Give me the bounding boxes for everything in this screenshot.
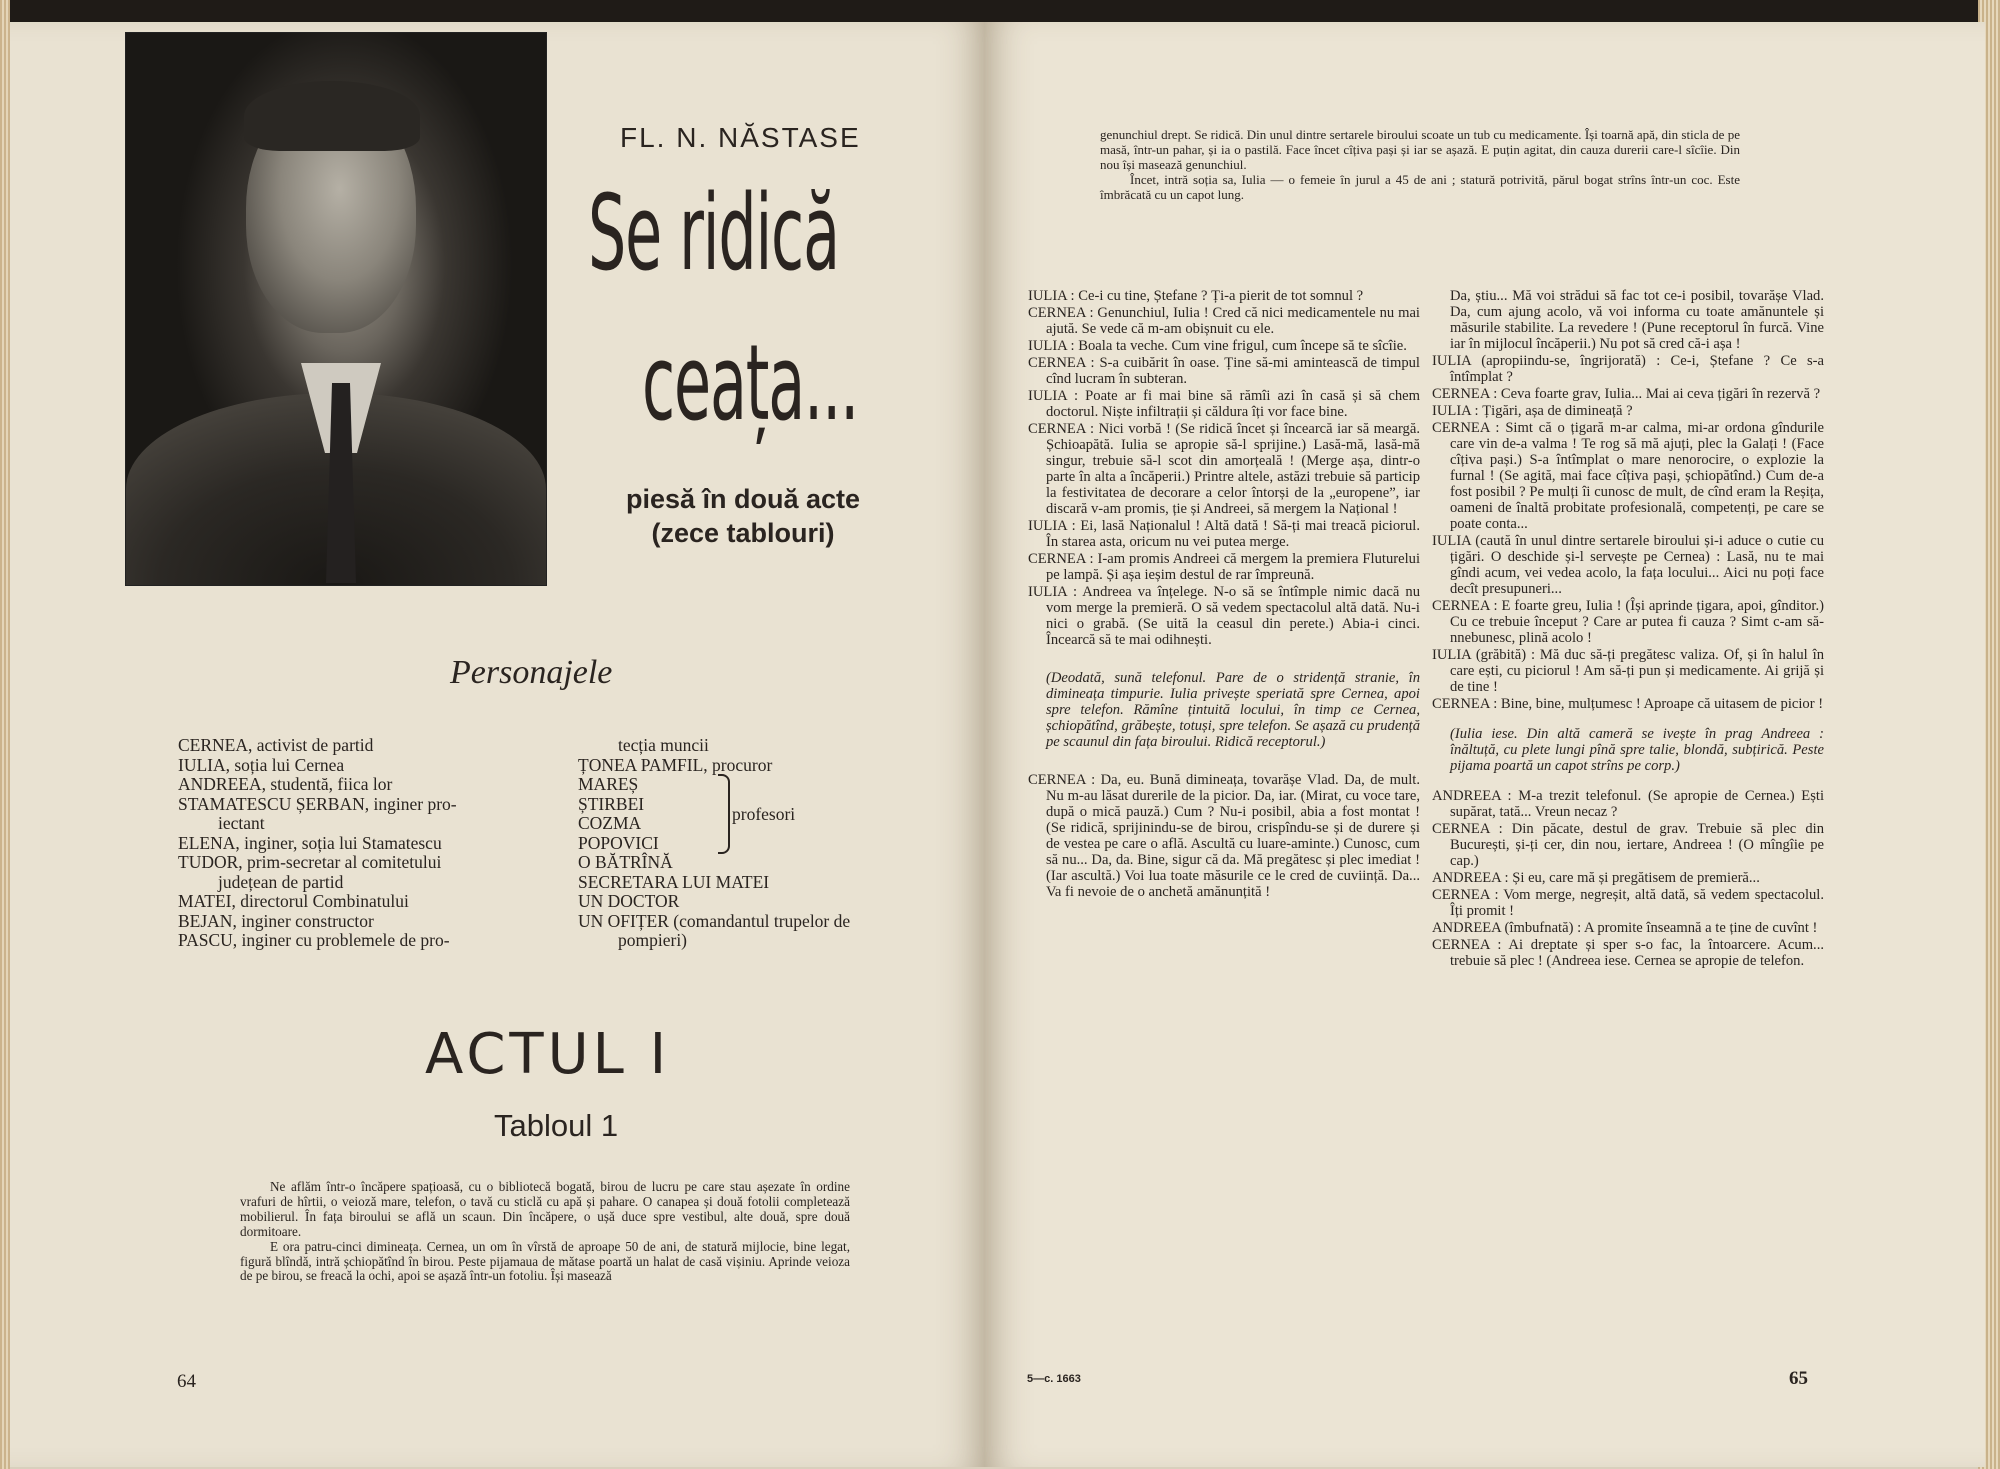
intro-paragraph: Ne aflăm într-o încăpere spațioasă, cu o bibliotecă bogată, birou de lucru pe care stau așezate în ordine vrafuri de hîrtii, o veioză mare, telefon, o tavă cu sticlă cu apă și pahare. O canapea și două fotolii completează mobilierul. În fața biroului se află un scaun. Din încăpere, o ușă duce spre vestibul, alte două, spre două dormitoare. xyxy=(240,1179,850,1239)
play-title-line1: Se ridică xyxy=(588,172,839,294)
page-number-right: 65 xyxy=(1789,1368,1808,1389)
dialogue-line: IULIA : Ce-i cu tine, Ștefane ? Ți-a pierit de tot somnul ? xyxy=(1028,288,1364,304)
dialogue-line: IULIA : Poate ar fi mai bine să rămîi azi în casă și să chem doctorul. Niște infiltrații și căldura îți vor face bine. xyxy=(1028,388,1420,420)
left-page xyxy=(10,22,985,1467)
dialogue-line: ANDREEA : Și eu, care mă și pregătisem de premieră... xyxy=(1432,870,1760,886)
dialogue-line: IULIA (apropiindu-se, îngrijorată) : Ce-i, Ștefane ? Ce s-a întîmplat ? xyxy=(1432,353,1824,385)
printer-signature: 5—c. 1663 xyxy=(1027,1373,1081,1385)
cast-entry: SECRETARA LUI MATEI xyxy=(578,871,770,892)
dialogue-line: CERNEA : E foarte greu, Iulia ! (Își aprinde țigara, apoi, gînditor.) Cu ce trebuie început ? Care ar putea fi cauza ? Simt c-am să-nnebunesc, plină acolo ! xyxy=(1432,598,1824,646)
dialogue-line: CERNEA : S-a cuibărit în oase. Ține să-mi amintească de timpul cînd lucram în subteran. xyxy=(1028,355,1420,387)
stage-directions-intro xyxy=(240,1180,850,1284)
act-heading: ACTUL I xyxy=(425,1022,671,1087)
dialogue-line: CERNEA : Bine, bine, mulțumesc ! Aproape că uitasem de picior ! xyxy=(1432,696,1824,712)
dialogue-line: ANDREEA : M-a trezit telefonul. (Se apropie de Cernea.) Ești supărat, tată... Vreun necaz ? xyxy=(1432,788,1824,820)
dialogue-line: IULIA : Țigări, așa de dimineață ? xyxy=(1432,403,1633,419)
cast-brace xyxy=(718,774,730,854)
play-title-line2: ceața... xyxy=(642,322,859,444)
cast-entry-cont: tecția muncii xyxy=(618,735,709,755)
left-page-edges xyxy=(0,0,10,1469)
cast-entry: TUDOR, prim-secretar al comitetului xyxy=(178,852,442,872)
page-number-left: 64 xyxy=(177,1371,196,1392)
cast-entry: ȘTIRBEI xyxy=(578,793,645,814)
cast-entry: STAMATESCU ȘERBAN, inginer pro- xyxy=(178,793,457,814)
dialogue-line: CERNEA : Genunchiul, Iulia ! Cred că nici medicamentele nu mai ajută. Se vede că m-am obișnuit cu ele. xyxy=(1028,305,1420,337)
right-page xyxy=(985,22,1985,1467)
cast-entry: MAREȘ xyxy=(578,774,639,794)
cast-entry: O BĂTRÎNĂ xyxy=(578,852,673,872)
cast-entry: POPOVICI xyxy=(578,832,659,853)
personaje-heading: Personajele xyxy=(450,654,613,691)
dialogue-line: IULIA (grăbită) : Mă duc să-ți pregătesc valiza. Of, și în halul în care ești, cu piciorul ! Am să-ți pun și medicamente. Ai grijă și de tine ! xyxy=(1432,647,1824,695)
cast-entry-cont: iectant xyxy=(218,813,265,833)
cast-entry: ELENA, inginer, soția lui Stamatescu xyxy=(178,832,442,853)
cast-entry: PASCU, inginer cu problemele de pro- xyxy=(178,930,450,950)
stage-direction: (Deodată, sună telefonul. Pare de o stridență stranie, în dimineața timpurie. Iulia privește speriată spre Cernea, apoi spre telefon. Rămîne țintuită locului, în timp ce Cernea, șchiopătînd, grăbește, totuși, spre telefon. Se așază cu prudență pe scaunul din fața biroului. Ridică receptorul.) xyxy=(1046,670,1420,750)
brace-label: profesori xyxy=(732,804,796,824)
dialogue-line: IULIA : Ei, lasă Naționalul ! Altă dată ! Să-ți mai treacă piciorul. În starea asta, oricum nu vei putea merge. xyxy=(1028,518,1420,550)
author-name: FL. N. NĂSTASE xyxy=(620,122,861,153)
dialogue-line: CERNEA : Vom merge, negreșit, altă dată, să vedem spectacolul. Îți promit ! xyxy=(1432,887,1824,919)
cast-entry-cont: județean de partid xyxy=(218,871,344,892)
dialogue-line: IULIA : Andreea va înțelege. N-o să se întîmple nimic dacă nu vom merge la premieră. O să vedem spectacolul altă dată. Nu-i nici o grabă. (Se uită la ceasul din perete.) Abia-i cinci. Încearcă să te mai odihnești. xyxy=(1028,584,1420,648)
top-dark-border xyxy=(0,0,2000,22)
cast-entry: COZMA xyxy=(578,813,642,833)
cast-entry: BEJAN, inginer constructor xyxy=(178,910,374,931)
dialogue-line: CERNEA : Simt că o țigară m-ar calma, mi-ar ordona gîndurile care vin de-a valma ! Te rog să mă ajuți, plec la Galați ! (Face cîțiva pași.) S-a întîmplat o mare nenorocire, o explozie la furnal ! (Se agită, mai face cîțiva pași, șchiopătînd.) Cum de-a fost posibil ? Pe mulți îi cunosc de mult, de cînd eram la Reșița, oameni de înaltă probitate profesională, competenți, pe care se poate conta... xyxy=(1432,420,1824,532)
cast-list-column-1 xyxy=(178,736,558,951)
cast-entry: ANDREEA, studentă, fiica lor xyxy=(178,774,393,794)
dialogue-line: CERNEA : I-am promis Andreei că mergem la premiera Fluturelui pe lampă. Și așa ieșim destul de rar împreună. xyxy=(1028,551,1420,583)
cast-entry: ȚONEA PAMFIL, procuror xyxy=(578,754,773,775)
dialogue-line: IULIA : Boala ta veche. Cum vine frigul, cum începe să te sîcîie. xyxy=(1028,338,1407,354)
stage-paragraph: genunchiul drept. Se ridică. Din unul dintre sertarele biroului scoate un tub cu medicamente. Își toarnă apă, din sticla de pe masă, într-un pahar, și ia o pastilă. Face încet cîțiva pași și iar se așază. E puțin agitat, din cauza durerii care-l sîcîie. Din nou își masează genunchiul. xyxy=(1100,127,1740,172)
dialogue-line: Da, știu... Mă voi strădui să fac tot ce-i posibil, tovarășe Vlad. Da, cum ajung acolo, vă voi informa cu toate amănuntele și măsurile stabilite. La revedere ! (Pune receptorul în furcă. Vine iar în mijlocul încăperii.) Nu pot să cred că-i așa ! xyxy=(1450,288,1824,352)
cast-entry: MATEI, directorul Combinatului xyxy=(178,891,409,911)
stage-directions-continued xyxy=(1100,128,1740,203)
dialogue-column-1 xyxy=(1028,288,1420,901)
intro-paragraph: E ora patru-cinci dimineața. Cernea, un om în vîrstă de aproape 50 de ani, de statură mijlocie, bine legat, figură blîndă, intră șchiopătînd în birou. Peste pijamaua de mătase poartă un halat de casă vișiniu. Aprinde veioza de pe birou, se freacă la ochi, apoi se așază într-un fotoliu. Își masează xyxy=(240,1238,850,1284)
cast-entry-cont: pompieri) xyxy=(618,930,688,950)
dialogue-line: IULIA (caută în unul dintre sertarele biroului și-i aduce o cutie cu țigări. O deschide și-l servește pe Cernea) : Lasă, nu te mai gîndi acum, vei vedea acolo, la fața locului... Aici nu poți face decît presupuneri... xyxy=(1432,533,1824,597)
portrait-hair xyxy=(244,81,420,151)
tablou-heading: Tabloul 1 xyxy=(494,1108,619,1143)
dialogue-column-2 xyxy=(1432,288,1824,970)
cast-entry: IULIA, soția lui Cernea xyxy=(178,754,345,775)
author-portrait-photo xyxy=(125,32,547,586)
dialogue-line: CERNEA : Ceva foarte grav, Iulia... Mai ai ceva țigări în rezervă ? xyxy=(1432,386,1821,402)
dialogue-line: ANDREEA (îmbufnată) : A promite înseamnă a te ține de cuvînt ! xyxy=(1432,920,1818,936)
stage-direction: (Iulia iese. Din altă cameră se ivește în prag Andreea : înăltuță, cu plete lungi pînă spre talie, blondă, subțirică. Peste pijama poartă un capot strîns pe corp.) xyxy=(1450,726,1824,774)
cast-entry: UN OFIȚER (comandantul trupelor de xyxy=(578,910,851,931)
dialogue-line: CERNEA : Ai dreptate și sper s-o fac, la întoarcere. Acum... trebuie să plec ! (Andreea iese. Cernea se apropie de telefon. xyxy=(1432,937,1824,969)
cast-list-column-2 xyxy=(578,736,958,951)
dialogue-line: CERNEA : Nici vorbă ! (Se ridică încet și încearcă iar să meargă. Șchioapătă. Iulia se apropie să-l sprijine.) Lasă-mă, lasă-mă singur, trebuie să-l scot din amorțeală ! (Merge așa, dintr-o parte în alta a încăperii.) Printre altele, astăzi trebuie să particip la festivitatea de decorare a celor întorși de la „europene”, iar discară v-am promis, ție și Andreei, să mergem la Național ! xyxy=(1028,421,1420,517)
cast-entry: UN DOCTOR xyxy=(578,891,680,911)
dialogue-line: CERNEA : Din păcate, destul de grav. Trebuie să plec din București, și-ți cer, din nou, iertare, Andreea ! (O mîngîie pe cap.) xyxy=(1432,821,1824,869)
cast-entry: CERNEA, activist de partid xyxy=(178,735,374,755)
dialogue-line: CERNEA : Da, eu. Bună dimineața, tovarășe Vlad. Da, de mult. Nu m-au lăsat durerile de la picior. Da, iar. (Mirat, cu voce tare, după o mică pauză.) Cum ? Nu-i posibil, abia a fost montat ! (Se ridică, sprijinindu-se de birou, crispîndu-se și de durere și de vestea pe care o află. Ascultă cu luare-aminte.) Cunosc, cum să nu... Da, da. Bine, sigur că da. Mă pregătesc și plec imediat ! (Iar ascultă.) Voi lua toate măsurile ce le cred de cuviință. Da... Va fi nevoie de o anchetă amănunțită ! xyxy=(1028,772,1420,900)
stage-paragraph: Încet, intră soția sa, Iulia — o femeie în jurul a 45 de ani ; statură potrivită, părul bogat strîns într-un coc. Este îmbrăcată cu un capot lung. xyxy=(1100,171,1740,202)
play-subtitle: piesă în două acte (zece tablouri) xyxy=(625,484,861,548)
